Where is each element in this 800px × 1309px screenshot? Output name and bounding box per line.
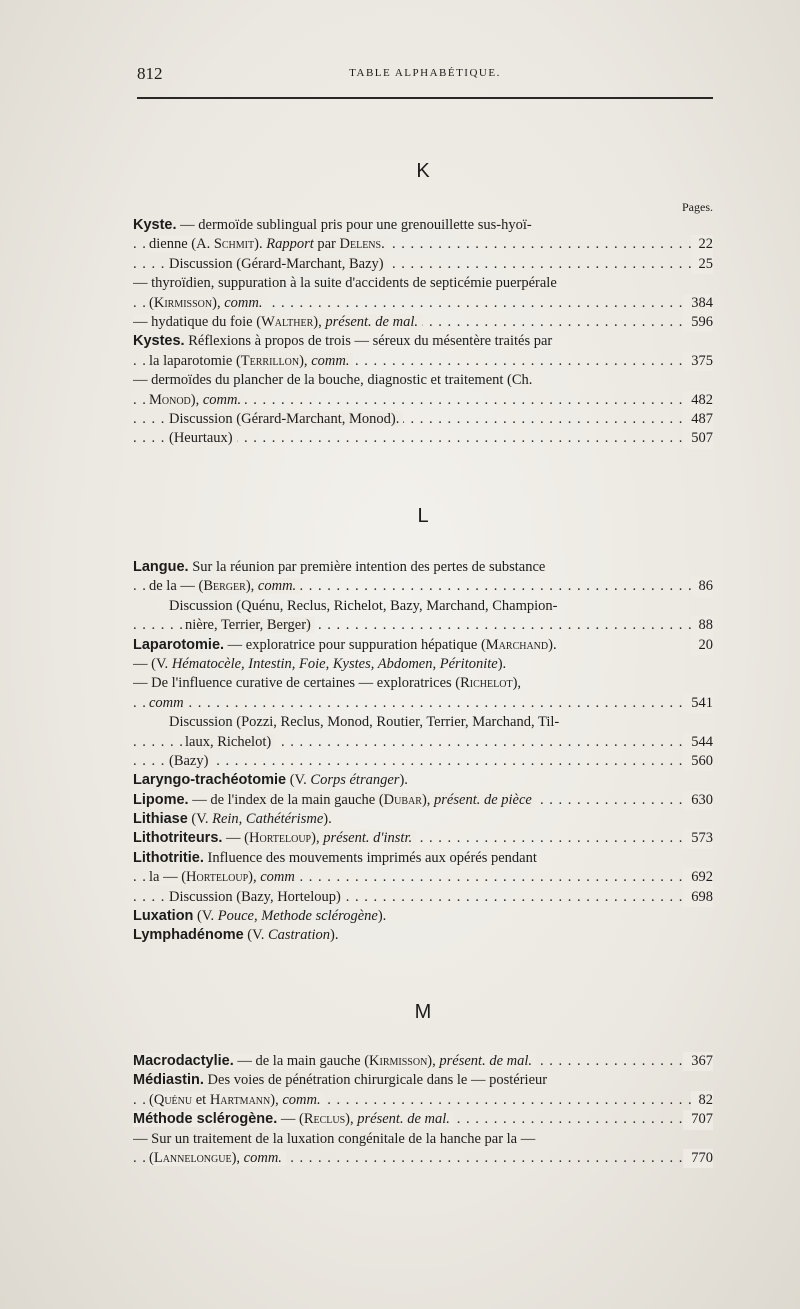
page-ref: 384 (683, 294, 713, 313)
entry-line: (Bazy) 560 . . . (133, 752, 713, 771)
header-rule (137, 97, 713, 99)
section-l (133, 503, 713, 946)
page-ref: 707 (683, 1110, 713, 1129)
page-ref: 487 (683, 410, 713, 429)
page-ref: 630 (683, 791, 713, 810)
entry-line: Luxation (V. Pouce, Methode sclérogène). (133, 908, 387, 925)
entry-line: Discussion (Gérard-Marchant, Bazy) 25 . . . (133, 255, 713, 274)
page-ref: 82 (691, 1091, 714, 1110)
entry-line: Discussion (Gérard-Marchant, Monod). 487 . . . (133, 410, 713, 429)
entry-line: dienne (A. Schmit). Rapport par Delens. 22 . . . (133, 235, 713, 254)
entry-line: la laparotomie (Terrillon), comm. 375 . . . (133, 352, 713, 371)
page-ref: 88 (691, 616, 714, 635)
entry-line: nière, Terrier, Berger) 88 . . . (133, 616, 713, 635)
page-ref: 770 (683, 1149, 713, 1168)
page-ref: 560 (683, 752, 713, 771)
entry-line: Macrodactylie. — de la main gauche (Kirmisson), présent. de mal. 367 . . . (133, 1052, 713, 1071)
entry-line: Langue. Sur la réunion par première intention des pertes de substance (133, 559, 546, 575)
entry-line: laux, Richelot) 544 . . . (133, 733, 713, 752)
section-letter-k: K (416, 160, 430, 182)
page-ref: 698 (683, 888, 713, 907)
entry-line: Discussion (Quénu, Reclus, Richelot, Bazy, Marchand, Champion- (169, 597, 558, 614)
entry-line: de la — (Berger), comm. 86 . . . (133, 577, 713, 596)
entry-line: la — (Horteloup), comm 692 . . . (133, 868, 713, 887)
entry-line: Kystes. Réflexions à propos de trois — séreux du mésentère traités par (133, 333, 553, 350)
page-ref: 482 (683, 391, 713, 410)
entry-line: Kyste. — dermoïde sublingual pris pour une grenouillette sus-hyoï- (133, 217, 532, 233)
section-k (133, 158, 713, 449)
entry-line: Médiastin. Des voies de pénétration chirurgicale dans le — postérieur (133, 1072, 548, 1089)
entry-line: Méthode sclérogène. — (Reclus), présent. de mal. 707 . . . (133, 1110, 713, 1129)
entry-line: Discussion (Pozzi, Reclus, Monod, Routier, Terrier, Marchand, Til- (169, 714, 560, 731)
entry-line: — Sur un traitement de la luxation congénitale de la hanche par la — (133, 1130, 536, 1147)
page-number: 812 (137, 64, 163, 83)
entry-line: — De l'influence curative de certaines — exploratrices (Richelot), (133, 675, 522, 692)
page-ref: 692 (683, 868, 713, 887)
entry-line: Lithotritie. Influence des mouvements imprimés aux opérés pendant (133, 849, 537, 866)
page-ref: 544 (683, 733, 713, 752)
entry-line: (Lannelongue), comm. 770 . . . (133, 1149, 713, 1168)
entry-line: (Heurtaux) 507 . . . (133, 429, 713, 448)
section-letter-l: L (417, 505, 429, 527)
running-title: TABLE ALPHABÉTIQUE. (349, 67, 501, 79)
page-ref: 596 (683, 313, 713, 332)
running-head (137, 64, 713, 86)
page-ref: 367 (683, 1052, 713, 1071)
entry-line: Lithiase (V. Rein, Cathétérisme). (133, 811, 332, 828)
entry-line: Laryngo-trachéotomie (V. Corps étranger). (133, 772, 408, 789)
page-ref: 507 (683, 429, 713, 448)
entry-line: Lymphadénome (V. Castration). (133, 927, 339, 944)
page-ref: 541 (683, 694, 713, 713)
entry-line: Discussion (Bazy, Horteloup) 698 . . . (133, 888, 713, 907)
entry-line: (Quénu et Hartmann), comm. 82 . . . (133, 1091, 713, 1110)
page-ref: 86 (691, 577, 714, 596)
entry-line: Laparotomie. — exploratrice pour suppuration hépatique (Marchand). 20 (133, 636, 713, 655)
entry-line: Lithotriteurs. — (Horteloup), présent. d'instr. 573 . . . (133, 829, 713, 848)
section-m (133, 999, 713, 1168)
page-ref: 22 (691, 235, 714, 254)
page-ref: 20 (691, 636, 714, 655)
entry-line: — dermoïdes du plancher de la bouche, diagnostic et traitement (Ch. (133, 372, 533, 389)
pages-column-label: Pages. (682, 200, 713, 214)
page-ref: 25 (691, 255, 714, 274)
entry-line: Lipome. — de l'index de la main gauche (Dubar), présent. de pièce 630 . . . (133, 791, 713, 810)
entry-line: — thyroïdien, suppuration à la suite d'accidents de septicémie puerpérale (133, 275, 557, 292)
section-letter-m: M (414, 1001, 432, 1023)
page-ref: 573 (683, 829, 713, 848)
entry-line: — hydatique du foie (Walther), présent. de mal. 596 . . . (133, 313, 713, 332)
entry-line: (Kirmisson), comm. 384 . . . (133, 294, 713, 313)
entry-line: Monod), comm. 482 . . . (133, 391, 713, 410)
entry-line: comm 541 . . . (133, 694, 713, 713)
page-ref: 375 (683, 352, 713, 371)
entry-line: — (V. Hématocèle, Intestin, Foie, Kystes, Abdomen, Péritonite). (133, 655, 507, 672)
